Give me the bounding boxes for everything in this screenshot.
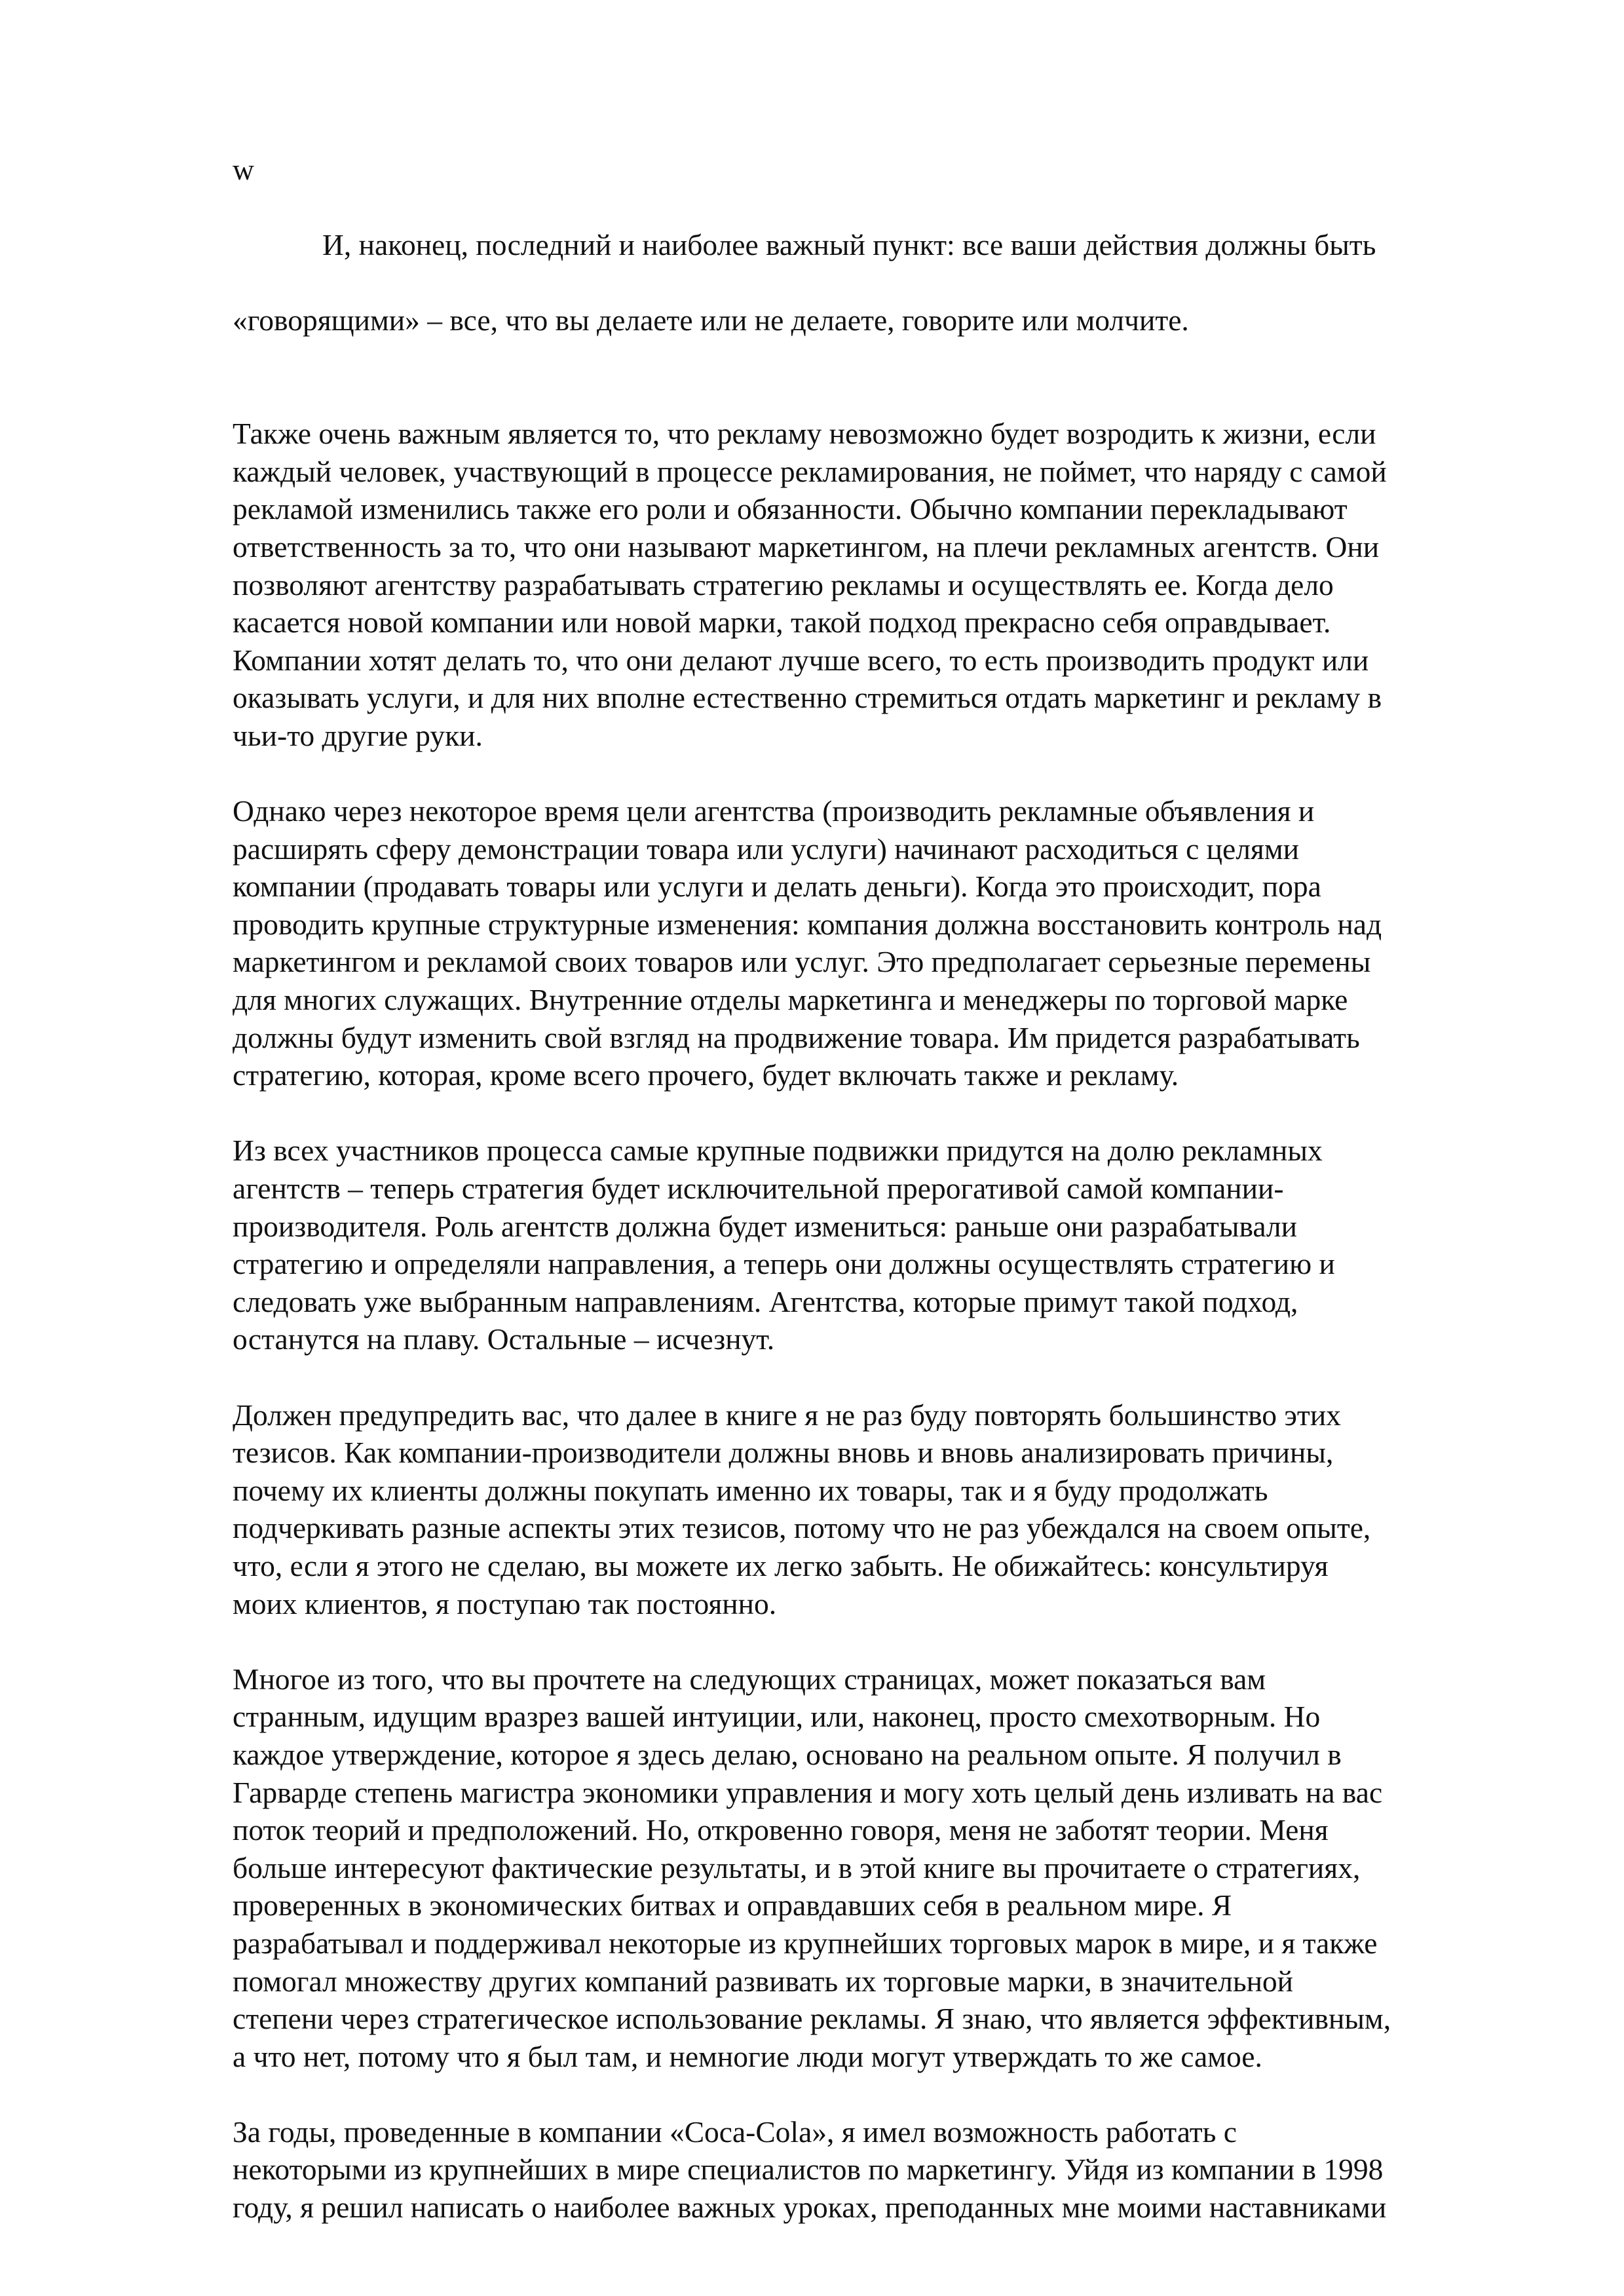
document-page: [233, 151, 1510, 2264]
paragraph-advertising-roles: Также очень важным является то, что рекламу невозможно будет возродить к жизни, если каждый человек, участвующий в процессе рекламирования, не поймет, что наряду с самой рекламой изменились также его роли и обязанности. Обычно компании перекладывают ответственность за то, что они называют маркетингом, на плечи рекламных агентств. Они позволяют агентству разрабатывать стратегию рекламы и осуществлять ее. Когда дело касается новой компании или новой марки, такой подход прекрасно себя оправдывает. Компании хотят делать то, что они делают лучше всего, то есть производить продукт или оказывать услуги, и для них вполне естественно стремиться отдать маркетинг и рекламу в чьи-то другие руки.: [233, 417, 1387, 752]
paragraph-agency-goals: Однако через некоторое время цели агентства (производить рекламные объявления и расширять сферу демонстрации товара или услуги) начинают расходиться с целями компании (продавать товары или услуги и делать деньги). Когда это происходит, пора проводить крупные структурные изменения: компания должна восстановить контроль над маркетингом и рекламой своих товаров или услуг. Это предполагает серьезные перемены для многих служащих. Внутренние отделы маркетинга и менеджеры по торговой марке должны будут изменить свой взгляд на продвижение товара. Им придется разрабатывать стратегию, которая, кроме всего прочего, будет включать также и рекламу.: [233, 794, 1382, 1092]
paragraph-coca-cola: За годы, проведенные в компании «Coca-Cola», я имел возможность работать с некоторыми из крупнейших в мире специалистов по маркетингу. Уйдя из компании в 1998 году, я решил написать о наиболее важных уроках, преподанных мне моими наставниками: [233, 2114, 1387, 2225]
bullet-marker: w: [233, 153, 254, 186]
bullet-continuation: «говорящими» – все, что вы делаете или не делаете, говорите или молчите.: [233, 303, 1189, 337]
paragraph-repetition-warning: Должен предупредить вас, что далее в книге я не раз буду повторять большинство этих тезисов. Как компании-производители должны вновь и вновь анализировать причины, почему их клиенты должны покупать именно их товары, так и я буду продолжать подчеркивать разные аспекты этих тезисов, потому что не раз убеждался на своем опыте, что, если я этого не сделаю, вы можете их легко забыть. Не обижайтесь: консультируя моих клиентов, я поступаю так постоянно.: [233, 1398, 1371, 1620]
paragraph-agency-changes: Из всех участников процесса самые крупные подвижки придутся на долю рекламных агентств – теперь стратегия будет исключительной прерогативой самой компании- производителя. Роль агентств должна будет измениться: раньше они разрабатывали стратегию и определяли направления, а теперь они должны осуществлять стратегию и следовать уже выбранным направлениям. Агентства, которые примут такой подход, останутся на плаву. Остальные – исчезнут.: [233, 1134, 1335, 1356]
paragraph-real-experience: Многое из того, что вы прочтете на следующих страницах, может показаться вам странным, идущим вразрез вашей интуиции, или, наконец, просто смехотворным. Но каждое утверждение, которое я здесь делаю, основано на реальном опыте. Я получил в Гарварде степень магистра экономики управления и могу хоть целый день изливать на вас поток теорий и предположений. Но, откровенно говоря, меня не заботят теории. Меня больше интересуют фактические результаты, и в этой книге вы прочитаете о стратегиях, проверенных в экономических битвах и оправдавших себя в реальном мире. Я разрабатывал и поддерживал некоторые из крупнейших торговых марок в мире, и я также помогал множеству других компаний развивать их торговые марки, в значительной степени через стратегическое использование рекламы. Я знаю, что является эффективным, а что нет, потому что я был там, и немногие люди могут утверждать то же самое.: [233, 1662, 1391, 2073]
bullet-item: [233, 151, 1510, 377]
bullet-first-line: И, наконец, последний и наиболее важный пункт: все ваши действия должны быть: [322, 228, 1376, 262]
